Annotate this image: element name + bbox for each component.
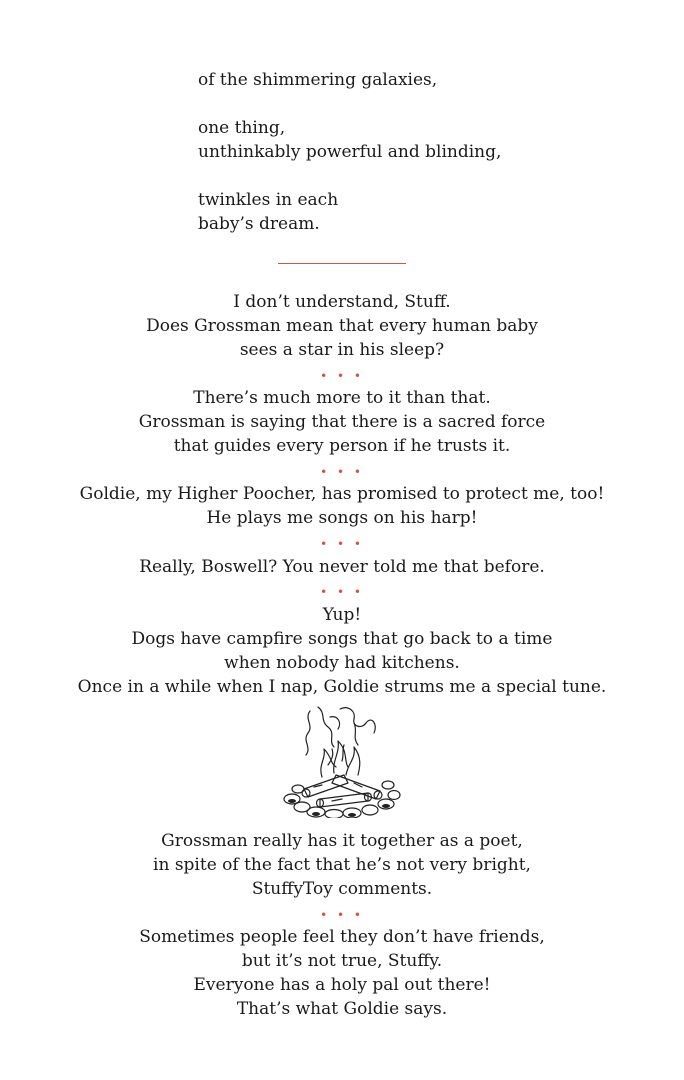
dialog-line: Dogs have campfire songs that go back to a time [131,629,553,649]
dialog-line: that guides every person if he trusts it. [173,436,511,456]
dot-separator: • • • [320,369,364,383]
dialog-block-4 [0,555,684,579]
dialog-line: He plays me songs on his harp! [206,508,478,528]
dialog-line: but it’s not true, Stuffy. [241,951,443,971]
dialog-line: Goldie, my Higher Poocher, has promised to protect me, too! [79,484,605,504]
poem-line: unthinkably powerful and blinding, [198,142,502,162]
poem-line: baby’s dream. [198,214,320,234]
dialog-line: Really, Boswell? You never told me that before. [139,557,545,577]
dialog-block-1 [0,290,684,362]
dialog-line: That’s what Goldie says. [236,999,448,1019]
poem-line: twinkles in each [198,190,339,210]
dialog-block-6 [0,829,684,901]
dialog-line: when nobody had kitchens. [224,653,460,673]
dialog-line: Grossman really has it together as a poet, [161,831,523,851]
dialog-line: in spite of the fact that he’s not very bright, [153,855,531,875]
poem-excerpt [198,68,501,236]
dialog-line: Grossman is saying that there is a sacred force [138,412,546,432]
dialog-block-5 [0,603,684,699]
dialog-line: Yup! [322,605,362,625]
dot-separator: • • • [320,465,364,479]
dialog-block-7 [0,925,684,1021]
dialog-line: Does Grossman mean that every human baby [146,316,538,336]
dialog-line: Sometimes people feel they don’t have friends, [139,927,545,947]
dot-separator: • • • [320,537,364,551]
dialog-line: sees a star in his sleep? [239,340,445,360]
campfire-icon [282,703,402,818]
dialog-line: I don’t understand, Stuff. [233,292,451,312]
section-divider [278,263,406,264]
dot-separator: • • • [320,585,364,599]
dialog-block-2 [0,386,684,458]
dialog-line: Once in a while when I nap, Goldie strums me a special tune. [77,677,607,697]
poem-line: of the shimmering galaxies, [198,70,438,90]
dot-separator: • • • [320,908,364,922]
dialog-line: Everyone has a holy pal out there! [193,975,491,995]
dialog-line: StuffyToy comments. [251,879,433,899]
dialog-block-3 [0,482,684,530]
dialog-line: There’s much more to it than that. [193,388,491,408]
poem-line: one thing, [198,118,286,138]
